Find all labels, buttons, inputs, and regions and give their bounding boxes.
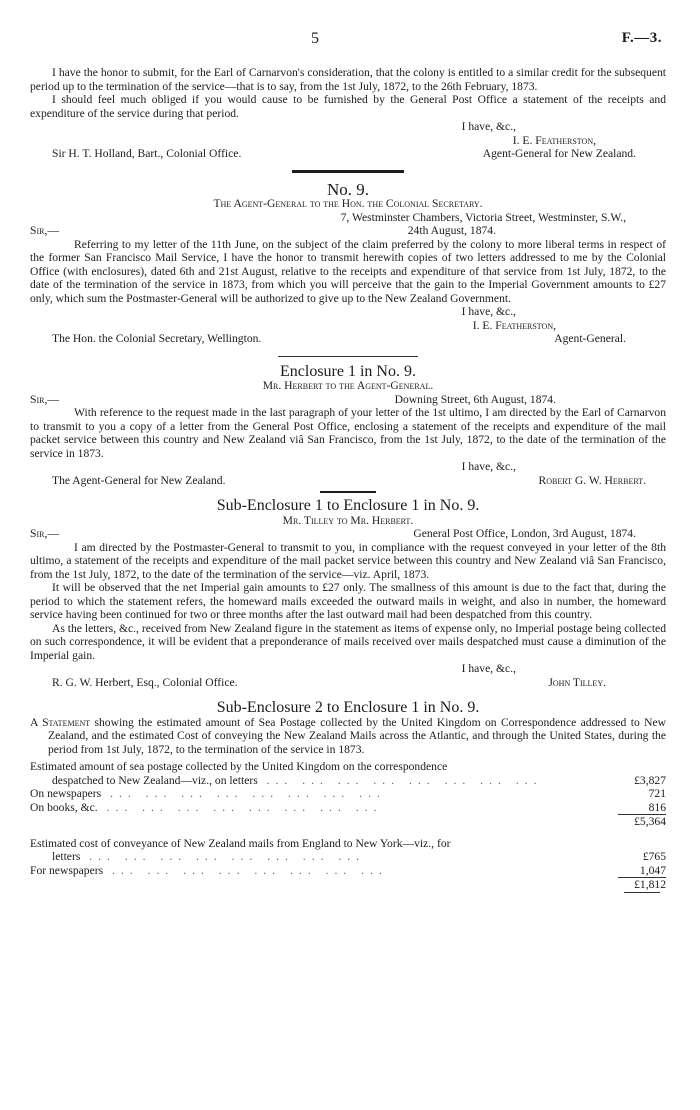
closing: I have, &c., xyxy=(461,460,516,473)
closing: I have, &c., xyxy=(461,305,516,318)
paper-reference: F.—3. xyxy=(621,30,662,46)
letter-heading: No. 9. xyxy=(326,179,370,199)
section-divider xyxy=(292,170,404,173)
enclosure-1 xyxy=(30,362,666,488)
page-header xyxy=(0,30,700,52)
letter-date: 24th August, 1874. xyxy=(407,224,496,237)
signature-row xyxy=(30,147,666,161)
row-label: letters ... ... ... ... ... ... ... ... xyxy=(52,850,366,863)
enclosure-heading: Sub-Enclosure 2 to Enclosure 1 in No. 9. xyxy=(216,699,480,716)
table-row xyxy=(30,787,666,801)
row-amount: 816 xyxy=(648,800,666,814)
addressee: The Hon. the Colonial Secretary, Wellington. xyxy=(52,332,262,345)
cost-intro: Estimated cost of conveyance of New Zealand mails from England to New York—viz., for xyxy=(30,836,451,850)
cost-total: £1,812 xyxy=(634,878,666,891)
closing: I have, &c., xyxy=(461,662,516,675)
paragraph: I have the honor to submit, for the Earl of Carnarvon's consideration, that the colony is entitled to a similar credit for the subsequent period up to the termination of the service—that is to say, from the 1st July, 1872, to the 26th February, 1873. xyxy=(30,66,666,93)
signature: John Tilley. xyxy=(548,675,606,689)
letter-route: Mr. Herbert to the Agent-General. xyxy=(262,379,434,392)
salutation: Sir,— xyxy=(30,224,59,237)
salutation-row xyxy=(30,224,666,238)
sub-enclosure-1 xyxy=(30,499,666,689)
addressee: R. G. W. Herbert, Esq., Colonial Office. xyxy=(52,675,238,689)
table-row xyxy=(30,801,666,815)
paragraph: It will be observed that the net Imperial gain amounts to £27 only. The smallness of this amount is due to the fact that, during the period to which the statement refers, the homeward mails exceeded the outward mails in weight, and also in number, the homeward service having been continued for two or three months after the last outward mail had been despatched from this country. xyxy=(30,581,666,621)
paragraph: Referring to my letter of the 11th June, on the subject of the claim preferred by the colony to more liberal terms in respect of the former San Francisco Mail Service, I have the honor to transmit herewith copies of two letters addressed to me by the Colonial Office (with enclosures), dated 6th and 21st August, relative to the receipts and expenditure of that service from 1st July, 1872, to the date of the termination of the service in 1873, from which you will perceive that the gain to the Imperial Government amounts to £27 only, which sum the Postmaster-General will be authorized to give up to the New Zealand Government. xyxy=(30,237,666,305)
table-row xyxy=(30,774,666,788)
signatory-title: Agent-General for New Zealand. xyxy=(482,147,636,160)
salutation-row xyxy=(30,527,666,541)
paragraph: I should feel much obliged if you would cause to be furnished by the General Post Office a statement of the receipts and expenditure of the service during that period. xyxy=(30,93,666,120)
row-label: On books, &c. ... ... ... ... ... ... ... ... xyxy=(30,800,383,814)
postage-table xyxy=(30,774,666,815)
letter-route: The Agent-General to the Hon. the Colonial Secretary. xyxy=(213,197,483,210)
table-row xyxy=(30,850,666,864)
row-label: despatched to New Zealand—viz., on letters ... ... ... ... ... ... ... ... xyxy=(52,773,543,787)
signature-row xyxy=(30,332,666,346)
letter-8-continuation xyxy=(30,66,666,161)
closing: I have, &c., xyxy=(461,120,516,133)
document-body xyxy=(30,66,666,893)
salutation-row xyxy=(30,393,666,407)
letter-address: 7, Westminster Chambers, Victoria Street, Westminster, S.W., xyxy=(340,210,626,224)
addressee: The Agent-General for New Zealand. xyxy=(52,473,226,487)
letter-route: Mr. Tilley to Mr. Herbert. xyxy=(282,513,414,527)
row-label: For newspapers ... ... ... ... ... ... ... ... xyxy=(30,863,388,877)
sub-enclosure-2 xyxy=(30,701,666,893)
row-amount: 721 xyxy=(648,787,666,800)
enclosure-heading: Sub-Enclosure 1 to Enclosure 1 in No. 9. xyxy=(216,497,480,514)
signature: I. E. Featherston, xyxy=(472,318,556,332)
letter-no-9 xyxy=(30,179,666,346)
signature: I. E. Featherston, xyxy=(512,133,596,147)
row-amount: 1,047 xyxy=(639,863,666,877)
row-label: On newspapers ... ... ... ... ... ... ... ... xyxy=(30,787,386,800)
postage-total: £5,364 xyxy=(634,815,666,828)
paragraph: As the letters, &c., received from New Zealand figure in the statement as items of expense only, no Imperial postage being collected on such correspondence, it will be evident that a preponderance of mails received over mails despatched must cause a diminution of the Imperial gain. xyxy=(30,621,666,662)
paragraph: With reference to the request made in the last paragraph of your letter of the 1st ultimo, I am directed by the Earl of Carnarvon to transmit to you a copy of a letter from the General Post Office, enclosing a statement of the receipts and expenditure of the mail packet service between this country and New Zealand viâ San Francisco, from the 1st July, 1872, to the date of the termination of the service in 1873. xyxy=(30,406,666,460)
letter-date: Downing Street, 6th August, 1874. xyxy=(394,392,556,406)
statement-caption: A Statement showing the estimated amount of Sea Postage collected by the United Kingdom on Correspondence addressed to New Zealand, and the estimated Cost of conveying the New Zealand Mails across the Atlantic, and through the United States, during the period from 1st July, 1872, to the termination of the service in 1873. xyxy=(30,715,666,756)
paragraph: I am directed by the Postmaster-General to transmit to you, in compliance with the request conveyed in your letter of the 8th ultimo, a statement of the receipts and expenditure of the mail packet service between this country and New Zealand viâ San Francisco, from the 1st July, 1872, to the date of the termination of the service—viz. April, 1873. xyxy=(30,540,666,581)
signature-row xyxy=(30,474,666,488)
cost-table xyxy=(30,850,666,877)
page-number: 5 xyxy=(311,30,319,47)
table-row xyxy=(30,864,666,878)
letter-date: General Post Office, London, 3rd August, 1874. xyxy=(413,527,636,540)
salutation: Sir,— xyxy=(30,392,59,406)
row-amount: £3,827 xyxy=(634,773,666,787)
signature: Robert G. W. Herbert. xyxy=(538,473,646,487)
addressee: Sir H. T. Holland, Bart., Colonial Office. xyxy=(52,147,242,160)
section-divider xyxy=(320,491,376,493)
section-divider xyxy=(278,356,418,357)
row-amount: £765 xyxy=(642,850,666,863)
signatory-title: Agent-General. xyxy=(554,332,626,345)
total-rule xyxy=(624,892,660,893)
postage-intro: Estimated amount of sea postage collected by the United Kingdom on the correspondence xyxy=(30,760,448,773)
enclosure-heading: Enclosure 1 in No. 9. xyxy=(280,362,416,380)
signature-row xyxy=(30,676,666,690)
salutation: Sir,— xyxy=(30,527,59,540)
